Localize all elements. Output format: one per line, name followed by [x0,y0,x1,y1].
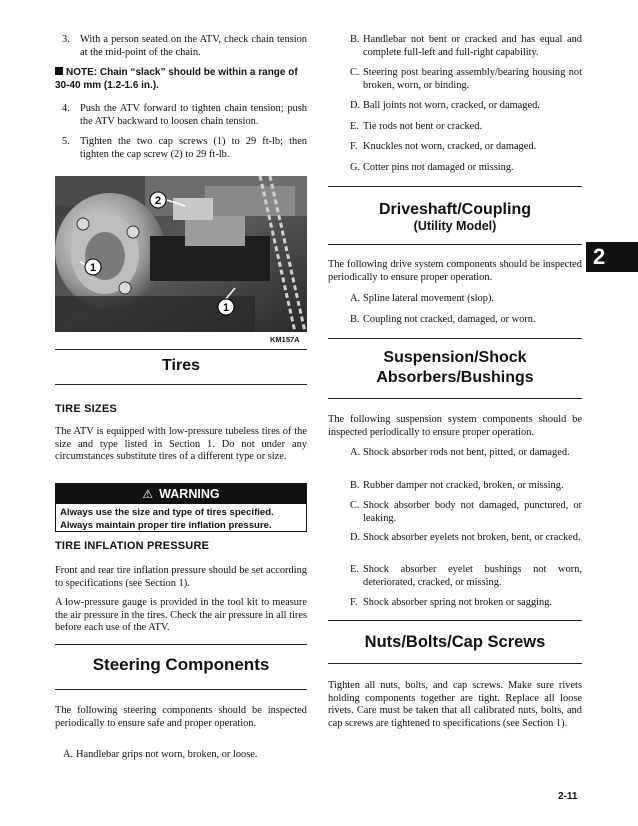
steering-item-f [350,141,582,154]
item-text: Knuckles not worn, cracked, or damaged. [363,141,537,152]
item-text: Coupling not cracked, damaged, or worn. [363,314,536,325]
suspension-item-d [350,532,582,558]
chain-slack-note [55,67,307,92]
item-text: Shock absorber eyelet bushings not worn, deteriorated, cracked, or missing. [363,564,582,588]
warning-text: Always use the size and type of tires specified. Always maintain proper tire inflation pressure. [60,507,274,531]
suspension-top-rule [328,338,582,339]
item-text: Shock absorber rods not bent, pitted, or damaged. [363,447,570,458]
steering-item-e [350,121,582,134]
callout-1a: 1 [89,262,97,274]
steering-item-b [350,34,582,60]
chapter-tab: 2 [586,242,638,272]
item-text: Shock absorber eyelets not broken, bent, or cracked. [363,532,581,543]
step-text: Tighten the two cap screws (1) to 29 ft-lb; then tighten the cap screw (2) to 29 ft-lb. [80,136,307,160]
steering-bottom-rule [55,689,307,690]
steering-intro: The following steering components should be inspected periodically to ensure safe and proper operation. [55,705,307,729]
steering-title: Steering Components [92,655,270,674]
item-letter: D. [350,100,361,111]
step-4 [62,103,307,129]
suspension-item-c [350,500,582,526]
tires-top-rule [55,349,307,350]
item-letter: G. [350,162,361,173]
item-letter: B. [350,314,360,325]
item-text: Ball joints not worn, cracked, or damaged. [363,100,540,111]
item-letter: D. [350,532,361,543]
driveshaft-item-b [350,314,582,327]
suspension-title-line2: Absorbers/Bushings [376,369,534,386]
suspension-intro: The following suspension system components should be inspected periodically to ensure proper operation. [328,414,582,438]
item-letter: E. [350,564,359,575]
step-number: 5. [62,136,70,147]
warning-title: WARNING [159,487,220,501]
nuts-title: Nuts/Bolts/Cap Screws [364,633,546,651]
photo-illustration [55,176,307,332]
callout-2: 2 [154,195,162,207]
item-letter: A. [63,749,74,760]
driveshaft-subtitle: (Utility Model) [413,219,497,233]
nuts-text: Tighten all nuts, bolts, and cap screws. Make sure rivets holding components together are tight. Replace all loose rivets. Care must be taken that all calibrated nuts, bolts, and cap screws are tightened to specifications (see Section 1). [328,680,582,729]
note-bullet-icon [55,67,63,75]
suspension-item-b [350,480,582,493]
tire-pressure-text-1: Front and rear tire inflation pressure should be set according to specifications (see Section 1). [55,565,307,589]
item-text: Rubber damper not cracked, broken, or missing. [363,480,564,491]
tire-pressure-heading: TIRE INFLATION PRESSURE [55,540,210,552]
step-3 [62,34,307,60]
item-letter: E. [350,121,359,132]
item-letter: F. [350,141,358,152]
step-text: Push the ATV forward to tighten chain tension; push the ATV backward to loosen chain tension. [80,103,307,127]
item-letter: C. [350,67,360,78]
tire-sizes-text: The ATV is equipped with low-pressure tubeless tires of the size and type listed in Section 1. Do not under any circumstances substitute tires of a different type or size. [55,426,307,463]
tire-pressure-text-2: A low-pressure gauge is provided in the tool kit to measure the air pressure in the tires. Check the air pressure in all tires before each use of the ATV. [55,597,307,634]
item-letter: B. [350,34,360,45]
item-text: Shock absorber spring not broken or sagging. [363,597,553,608]
driveshaft-top-rule [328,186,582,187]
chain-adjustment-photo [55,176,307,332]
item-letter: C. [350,500,360,511]
item-text: Tie rods not bent or cracked. [363,121,483,132]
item-text: Spline lateral movement (slop). [363,293,495,304]
driveshaft-bottom-rule [328,244,582,245]
steering-item-g [350,162,582,175]
suspension-item-a [350,447,582,473]
item-text: Handlebar grips not worn, broken, or loose. [76,749,258,760]
step-text: With a person seated on the ATV, check chain tension at the mid-point of the chain. [80,34,307,58]
driveshaft-title: Driveshaft/Coupling [378,201,531,218]
tires-title: Tires [162,357,200,374]
warning-header [56,484,306,504]
step-number: 3. [62,34,70,45]
nuts-bottom-rule [328,663,582,664]
note-text: NOTE: Chain “slack” should be within a range of 30-40 mm (1.2-1.6 in.). [55,67,298,91]
page-number: 2-11 [558,791,578,802]
item-text: Handlebar not bent or cracked and has equal and complete full-left and full-right capability. [363,34,582,58]
nuts-top-rule [328,620,582,621]
tires-bottom-rule [55,384,307,385]
steering-item-a [63,749,307,762]
steering-item-d [350,100,582,113]
step-number: 4. [62,103,70,114]
step-5 [62,136,307,162]
suspension-item-f [350,597,582,610]
driveshaft-intro: The following drive system components should be inspected periodically to ensure proper operation. [328,259,582,283]
tire-sizes-heading: TIRE SIZES [55,403,117,415]
item-text: Shock absorber body not damaged, punctured, or leaking. [363,500,582,524]
item-letter: B. [350,480,360,491]
item-text: Cotter pins not damaged or missing. [363,162,514,173]
steering-item-c [350,67,582,93]
warning-triangle-icon: ⚠ [142,487,154,501]
item-letter: A. [350,447,361,458]
suspension-bottom-rule [328,398,582,399]
suspension-item-e [350,564,582,590]
tire-warning-box [55,483,307,532]
callout-1b: 1 [222,302,230,314]
suspension-title-line1: Suspension/Shock [383,349,527,366]
item-letter: A. [350,293,361,304]
steering-top-rule [55,644,307,645]
driveshaft-item-a [350,293,582,306]
item-text: Steering post bearing assembly/bearing housing not broken, worn, or binding. [363,67,582,91]
item-letter: F. [350,597,358,608]
photo-caption: KM157A [270,335,300,344]
